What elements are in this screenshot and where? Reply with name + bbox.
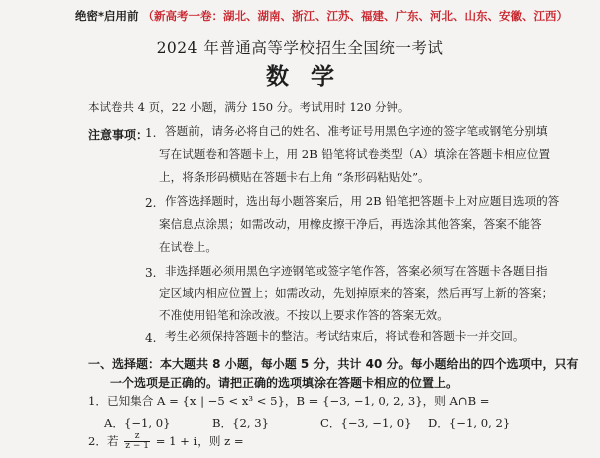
notice-item-line: 不准使用铅笔和涂改液。不按以上要求作答的答案无效。 <box>159 308 449 322</box>
notice-item-line: 写在试题卷和答题卡上，用 2B 铅笔将试卷类型（A）填涂在答题卡相应位置 <box>159 147 551 161</box>
notice-item-number: 1. <box>145 126 157 140</box>
notice-item-line: 定区域内相应位置上；如需改动，先划掉原来的答案，然后再写上新的答案； <box>159 286 554 300</box>
fraction-denominator: z − 1 <box>125 441 149 452</box>
question-2-stem <box>88 432 244 452</box>
section-heading: 一、选择题：本大题共 8 小题，每小题 5 分，共计 40 分。每小题给出的四个选项中，只有 <box>88 357 579 371</box>
question-2-suffix: = 1 + i，则 z = <box>155 433 244 448</box>
notice-item-line: 案信息点涂黑；如需改动，用橡皮擦干净后，再选涂其他答案，答案不能答 <box>159 217 542 231</box>
notice-label: 注意事项： <box>88 128 149 142</box>
exam-meta: 本试卷共 4 页，22 小题，满分 150 分。考试用时 120 分钟。 <box>88 100 410 114</box>
section-heading-cont: 一个选项是正确的。请把正确的选项填涂在答题卡相应的位置上。 <box>110 376 459 390</box>
notice-item-line: 考生必须保持答题卡的整洁。考试结束后，将试卷和答题卡一并交回。 <box>165 329 525 343</box>
notice-item-line: 在试卷上。 <box>159 240 217 254</box>
question-2-prefix: 2．若 <box>88 433 119 448</box>
exam-title: 2024 年普通高等学校招生全国统一考试 <box>156 39 444 57</box>
header-line <box>75 8 568 24</box>
notice-item-line: 作答选择题时，选出每小题答案后，用 2B 铅笔把答题卡上对应题目选项的答 <box>165 194 560 208</box>
notice-item-line: 上，将条形码横贴在答题卡右上角 “条形码粘贴处”。 <box>159 170 430 184</box>
notice-item-line: 非选择题必须用黑色字迹钢笔或签字笔作答，答案必须写在答题卡各题目指 <box>165 264 548 278</box>
notice-item-line: 答题前，请务必将自己的姓名、准考证号用黑色字迹的签字笔或钢笔分别填 <box>165 124 548 138</box>
question-1-option-a: A．{−1, 0} <box>104 416 171 430</box>
question-1-option-b: B．{2, 3} <box>212 416 269 430</box>
question-1-option-c: C．{−3, −1, 0} <box>320 416 412 430</box>
fraction <box>124 432 150 452</box>
fraction-numerator: z <box>124 432 150 442</box>
notice-item-number: 4. <box>145 331 157 345</box>
notice-item-number: 2. <box>145 196 157 210</box>
subject-title: 数学 <box>266 63 356 90</box>
question-1-option-d: D．{−1, 0, 2} <box>428 416 511 430</box>
paper-region-note: （新高考一卷：湖北、湖南、浙江、江苏、福建、广东、河北、山东、安徽、江西） <box>142 9 569 23</box>
notice-item-number: 3. <box>145 266 157 280</box>
question-1-stem: 1．已知集合 A = {x | −5 < x³ < 5}，B = {−3, −1, 0, 2, 3}，则 A∩B = <box>88 394 490 408</box>
secret-label: 绝密*启用前 <box>75 9 139 23</box>
